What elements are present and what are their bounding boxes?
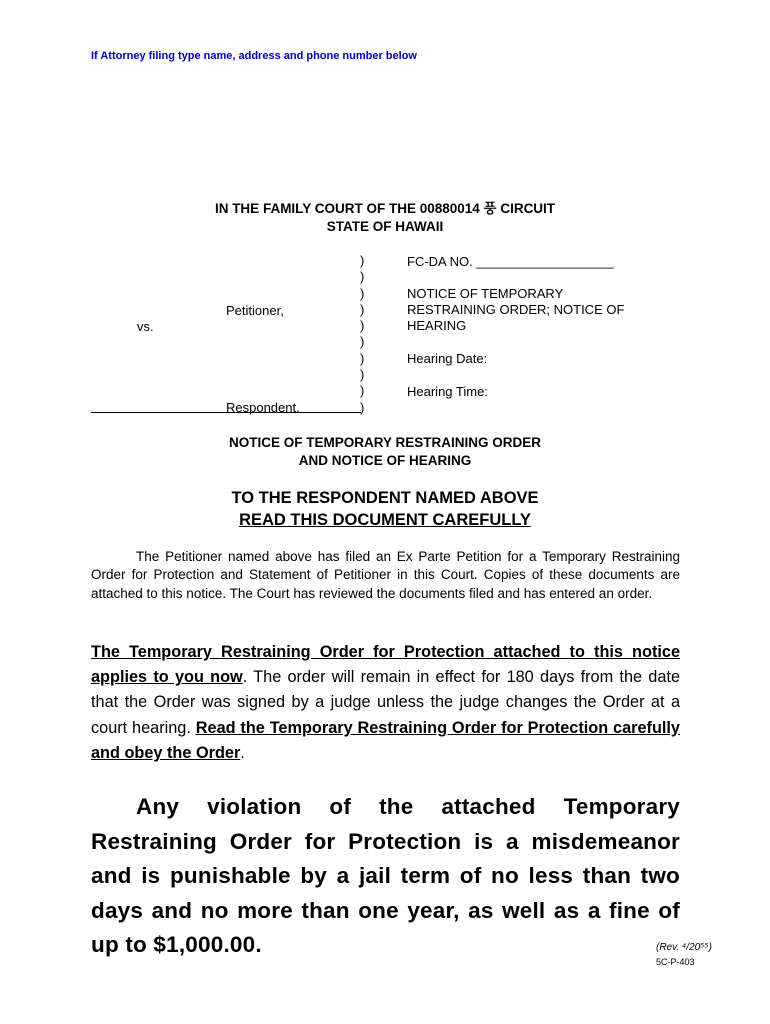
notice-title-1: NOTICE OF TEMPORARY RESTRAINING ORDER: [228, 435, 542, 450]
case-number: FC-DA NO. ___________________: [407, 254, 614, 269]
respondent-label: Respondent.: [226, 400, 300, 415]
violation-paragraph: Any violation of the attached Temporary Restraining Order for Protection is a misdemeanor and is punishable by a jail term of no less than two days and no more than one year, as well as a fine of up to $1,000.00.: [91, 794, 680, 957]
period-text: .: [240, 743, 245, 762]
attorney-note: If Attorney filing type name, address and phone number below: [91, 50, 417, 62]
court-title: [0, 200, 770, 218]
court-title-end: CIRCUIT: [496, 201, 556, 216]
applies-now-text: The Temporary Restraining Order for Protection attached to this notice applies to you now: [91, 643, 680, 687]
doc-title-line-1: NOTICE OF TEMPORARY: [407, 286, 564, 301]
order-paragraph: [91, 640, 680, 766]
read-carefully-heading: READ THIS DOCUMENT CAREFULLY: [239, 511, 531, 529]
caption-parens: ) ) ) ) ) ) ) ) ) ): [360, 253, 365, 415]
notice-title-2: AND NOTICE OF HEARING: [298, 453, 472, 468]
court-title-text: IN THE FAMILY COURT OF THE: [214, 201, 420, 216]
state-title: STATE OF HAWAII: [326, 219, 444, 234]
revision-note: (Rev. ⁴/20⁵⁵): [656, 942, 712, 953]
vs-label: vs.: [137, 319, 154, 334]
respondent-heading: TO THE RESPONDENT NAMED ABOVE: [231, 489, 539, 507]
hearing-time: Hearing Time:: [407, 384, 488, 399]
doc-title-line-2: RESTRAINING ORDER; NOTICE OF: [407, 302, 625, 317]
petitioner-label: Petitioner,: [226, 303, 284, 318]
intro-paragraph: The Petitioner named above has filed an Ex Parte Petition for a Temporary Restraining Order for Protection and Statement of Petitioner in this Court. Copies of these documents are attached to this notice. The Court has reviewed the documents filed and has entered an order.: [91, 549, 680, 601]
form-number: 5C-P-403: [656, 957, 695, 967]
hearing-date: Hearing Date:: [407, 351, 488, 366]
circuit-glyph: 00880014 풍: [419, 201, 497, 216]
effect-text: . The order will remain in effect for 180 days from the date that the Order was signed by a judge unless the judge changes the Order at a court hearing.: [91, 668, 680, 737]
doc-title-line-3: HEARING: [407, 318, 467, 333]
read-order-text: Read the Temporary Restraining Order for Protection carefully and obey the Order: [91, 718, 680, 762]
